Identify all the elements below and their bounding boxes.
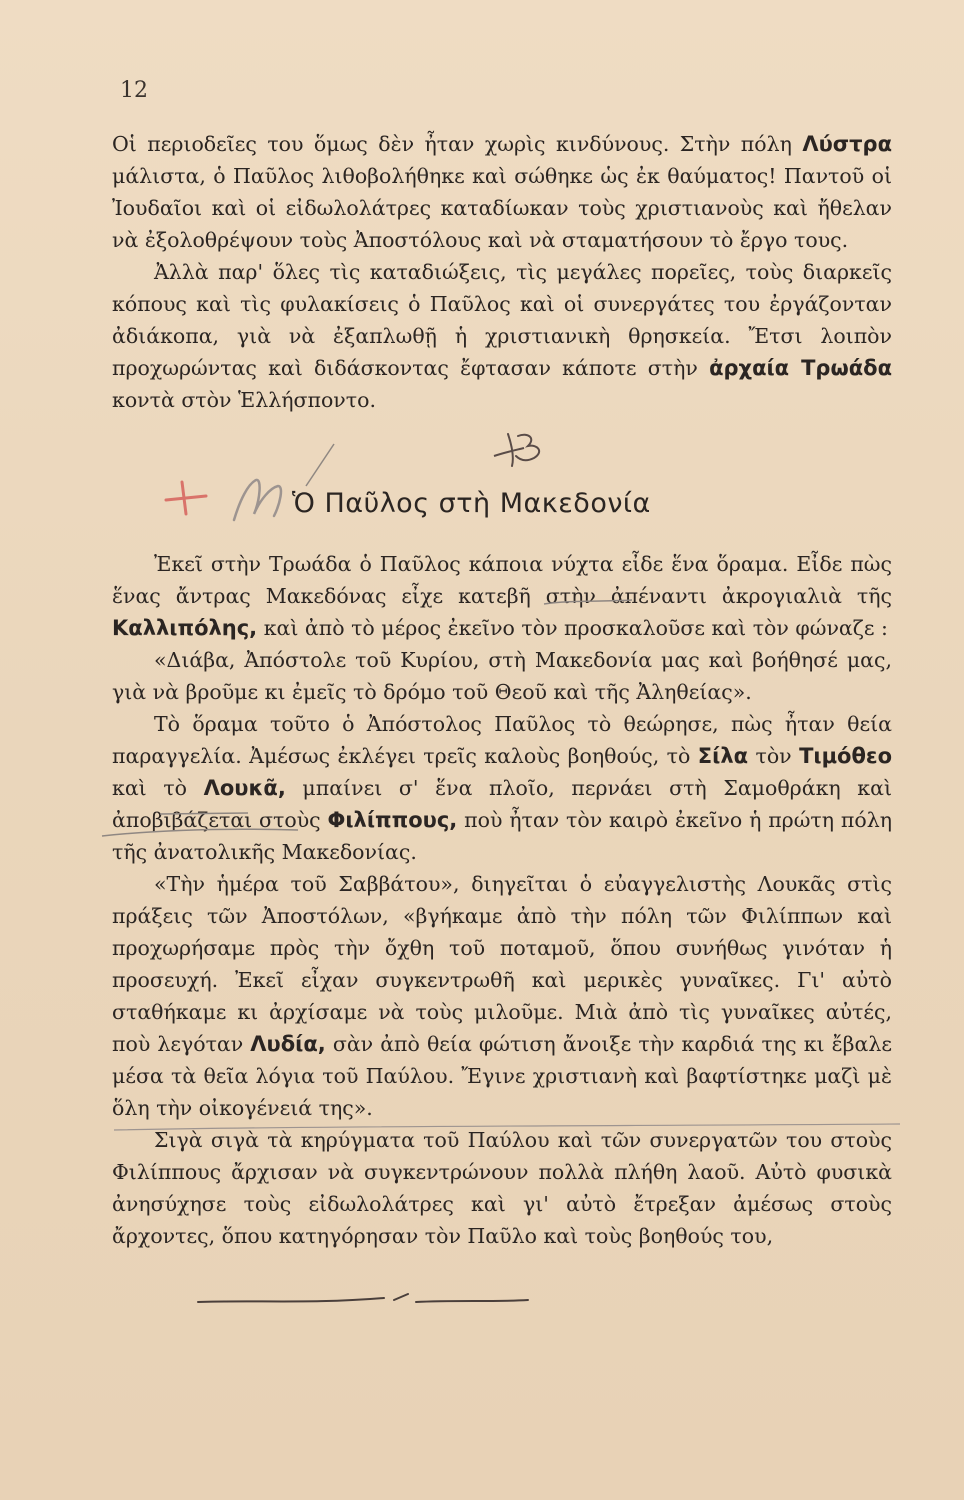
page-number: 12 [120,78,148,103]
text-run: ποὺ ἦταν τὸν καιρὸ ἐκεῖνο ἡ πρώτη πόλη τῆς ἀνατολικῆς Μακεδονίας. [112,808,892,864]
bold-term: Λύστρα [802,132,892,156]
ink-underline-icon [194,1290,534,1310]
paragraph [112,868,892,1124]
text-run: Σιγὰ σιγὰ τὰ κηρύγματα τοῦ Παύλου καὶ τῶν συνεργατῶν του στοὺς Φιλίππους ἄρχισαν νὰ συγκεντρώνουν πολλὰ πλήθη λαοῦ. Αὐτὸ φυσικὰ ἀνησύχησε τοὺς εἰδωλολάτρες καὶ γι' αὐτὸ ἔτρεξαν ἀμέσως στοὺς ἄρχοντες, ὅπου κατηγόρησαν τὸν Παῦλο καὶ τοὺς βοηθούς του, [112,1128,892,1248]
bold-term: Καλλιπόλης, [112,616,258,640]
bold-term: Σίλα [697,744,749,768]
paragraph [112,548,892,644]
bold-term: Λυδία, [250,1032,326,1056]
text-run: σὰν ἀπὸ θεία φώτιση ἄνοιξε τὴν καρδιά της κι ἔβαλε μέσα τὰ θεῖα λόγια τοῦ Παύλου. Ἔγινε χριστιανὴ καὶ βαφτίστηκε μαζὶ μὲ ὅλη τὴν οἰκογένειά της». [112,1032,892,1120]
section-2-text [112,548,892,1252]
red-cross-mark-icon [162,478,212,520]
text-run: «Τὴν ἡμέρα τοῦ Σαββάτου», διηγεῖται ὁ εὐαγγελιστὴς Λουκᾶς στὶς πράξεις τῶν Ἀποστόλων, «βγήκαμε ἀπὸ τὴν πόλη τῶν Φιλίππων καὶ προχωρήσαμε πρὸς τὴν ὄχθη τοῦ ποταμοῦ, ὅπου συνήθως γινόταν ἡ προσευχή. Ἐκεῖ εἶχαν συγκεντρωθῆ καὶ μερικὲς γυναῖκες. Γι' αὐτὸ σταθήκαμε κι ἀρχίσαμε νὰ τοὺς μιλοῦμε. Μιὰ ἀπὸ τὶς γυναῖκες αὐτές, ποὺ λεγόταν [112,872,892,1056]
bold-term: Τιμόθεο [799,744,892,768]
paragraph [112,644,892,708]
paragraph [112,708,892,868]
ink-scribble-icon [488,426,560,470]
paragraph [112,128,892,256]
section-1-text [112,128,892,416]
pencil-stroke-icon [300,440,340,490]
text-run: τὸν [748,744,800,768]
text-run: Ἐκεῖ στὴν Τρωάδα ὁ Παῦλος κάποια νύχτα εἶδε ἕνα ὅραμα. Εἶδε πὼς ἕνας ἄντρας Μακεδόνας εἶχε κατεβῆ στὴν ἀπέναντι ἀκρογιαλιὰ τῆς [112,552,892,608]
text-run: Ἀλλὰ παρ' ὅλες τὶς καταδιώξεις, τὶς μεγάλες πορεῖες, τοὺς διαρκεῖς κόπους καὶ τὶς φυλακίσεις ὁ Παῦλος καὶ οἱ συνεργάτες του ἐργάζονταν ἀδιάκοπα, γιὰ νὰ ἐξαπλωθῇ ἡ χριστιανικὴ θρησκεία. Ἔτσι λοιπὸν προχωρώντας καὶ διδάσκοντας ἔφτασαν κάποτε στὴν [112,260,892,380]
text-run: μπαίνει σ' ἕνα πλοῖο, περνάει στὴ Σαμοθράκη καὶ ἀποβιβάζεται στοὺς [112,776,892,832]
section-heading: Ὁ Παῦλος στὴ Μακεδονία [292,488,651,519]
text-run: καὶ τὸ [112,776,204,800]
paragraph [112,256,892,416]
text-run: «Διάβα, Ἀπόστολε τοῦ Κυρίου, στὴ Μακεδονία μας καὶ βοήθησέ μας, γιὰ νὰ βροῦμε κι ἐμεῖς τὸ δρόμο τοῦ Θεοῦ καὶ τῆς Ἀληθείας». [112,648,892,704]
bold-term: Λουκᾶ, [203,776,286,800]
bold-term: ἀρχαία Τρωάδα [709,356,893,380]
text-run: μάλιστα, ὁ Παῦλος λιθοβολήθηκε καὶ σώθηκε ὡς ἐκ θαύματος! Παντοῦ οἱ Ἰουδαῖοι καὶ οἱ εἰδωλολάτρες καταδίωκαν τοὺς χριστιανοὺς καὶ ἤθελαν νὰ ἐξολοθρέψουν τοὺς Ἀποστόλους καὶ νὰ σταματήσουν τὸ ἔργο τους. [112,164,892,252]
pencil-scribble-icon [226,470,296,530]
paragraph [112,1124,892,1252]
bold-term: Φιλίππους, [327,808,458,832]
text-run: Οἱ περιοδεῖες του ὅμως δὲν ἦταν χωρὶς κινδύνους. Στὴν πόλη [112,132,803,156]
text-run: καὶ ἀπὸ τὸ μέρος ἐκεῖνο τὸν προσκαλοῦσε καὶ τὸν φώναζε : [257,616,888,640]
text-run: κοντὰ στὸν Ἑλλήσποντο. [112,388,376,412]
text-run: Τὸ ὅραμα τοῦτο ὁ Ἀπόστολος Παῦλος τὸ θεώρησε, πὼς ἦταν θεία παραγγελία. Ἀμέσως ἐκλέγει τρεῖς καλοὺς βοηθούς, τὸ [112,712,892,768]
